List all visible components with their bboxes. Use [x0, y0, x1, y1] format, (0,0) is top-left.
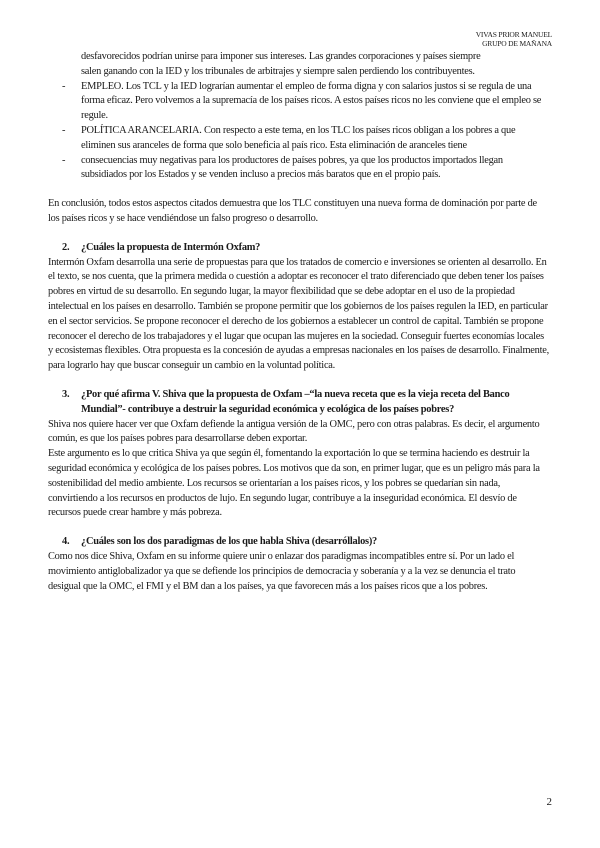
continued-line-1: desfavorecidos podrían unirse para imponer sus intereses. Las grandes corporaciones y países siempre — [81, 51, 481, 62]
author-name: VIVAS PRIOR MANUEL — [475, 30, 552, 39]
page-number: 2 — [546, 796, 552, 808]
continued-line-2: salen ganando con la IED y los tribunales de arbitrajes y siempre salen perdiendo los contribuyentes. — [81, 65, 475, 77]
page-header — [476, 30, 552, 48]
conclusion-paragraph: En conclusión, todos estos aspectos citados demuestra que los TLC constituyen una nueva forma de dominación por parte de los países ricos y se hace vendiéndose un falso progreso o desarrollo. — [48, 198, 537, 224]
section-heading-4 — [48, 535, 550, 550]
section-number: 3. — [62, 388, 70, 400]
section-title: ¿Por qué afirma V. Shiva que la propuesta de Oxfam –“la nueva receta que es la vieja receta del Banco Mundial”- contribuye a destruir la seguridad económica y ecológica de los países pobres? — [81, 388, 510, 415]
continued-paragraph — [48, 50, 550, 80]
section-4-paragraph: Como nos dice Shiva, Oxfam en su informe quiere unir o enlazar dos paradigmas incompatibles entre sí. Por un lado el movimiento antiglobalizador ya que se defiende los principios de democracia y soberanía y a la vez se denuncia el trato desigual que la OMC, el FMI y el BM dan a los países, ya que favorecen más a los países ricos que a los pobres. — [48, 550, 516, 592]
document-body — [48, 50, 550, 594]
bullet-item-empleo: - EMPLEO. Los TCL y la IED lograrían aumentar el empleo de forma digna y con salarios justos si se regula de una forma eficaz. Pero volvemos a la supremacía de los países ricos. A estos países ricos no les conviene que el empleo se regule. — [48, 80, 550, 124]
section-heading-3 — [48, 388, 550, 418]
bullet-list — [48, 80, 550, 184]
section-number: 4. — [62, 536, 70, 548]
section-number: 2. — [62, 241, 70, 253]
bullet-item-consecuencias: - consecuencias muy negativas para los productores de países pobres, ya que los productos importados llegan subsidiados por los Estados y se venden incluso a precios más baratos que en el propio país. — [48, 154, 550, 184]
section-2-paragraph: Intermón Oxfam desarrolla una serie de propuestas para que los tratados de comercio e inversiones se orienten al desarrollo. En el texto, se nos cuenta, que la primera medida o cuestión a adoptar es reconocer el trato diferenciado que deben tener los países pobres en virtud de su desarrollo. En segundo lugar, la mayor flexibilidad que se debe adoptar en el uso de la propiedad intelectual en los países en desarrollo. También se propone permitir que los gobiernos de los países regulen la IED, en particular en el sector servicios. Se propone reconocer el derecho de los gobiernos a establecer un control de capital. También se propone reconocer el derecho de los trabajadores y el lugar que ocupan las mujeres en la sociedad. Conseguir fuertes economías locales y ecosistemas flexibles. Otra propuesta es la concesión de ayudas a empresas nacionales en los países de desarrollo. Finalmente, para lograrlo hay que buscar conseguir un cambio en la voluntad política. — [48, 256, 549, 372]
group-name: GRUPO DE MAÑANA — [482, 39, 552, 48]
section-heading-2 — [48, 241, 550, 256]
section-title: ¿Cuáles la propuesta de Intermón Oxfam? — [81, 241, 261, 253]
section-title: ¿Cuáles son los dos paradigmas de los que habla Shiva (desarróllalos)? — [81, 536, 378, 548]
bullet-item-politica-arancelaria: - POLÍTICA ARANCELARIA. Con respecto a este tema, en los TLC los países ricos obligan a los pobres a que eliminen sus aranceles de forma que solo beneficia al país rico. Esta eliminación de aranceles tiene — [48, 124, 550, 154]
section-3-paragraph-1: Shiva nos quiere hacer ver que Oxfam defiende la antigua versión de la OMC, pero con otras palabras. Es decir, el argumento común, es que los países pobres para desarrollarse deben exportar. — [48, 418, 540, 445]
section-3-paragraph-2: Este argumento es lo que critica Shiva ya que según él, fomentando la exportación lo que se termina haciendo es destruir la seguridad económica y ecológica de los países pobres. Los motivos que da son, en primer lugar, que es un peligro más para la sostenibilidad del medio ambiente. Los recursos se orientarían a los países ricos, y los pobres se quedarían sin nada, convirtiendo a los recursos en productos de lujo. En segundo lugar, contribuye a la inseguridad económica. El desvío de recursos puede crear hambre y más pobreza. — [48, 448, 540, 519]
